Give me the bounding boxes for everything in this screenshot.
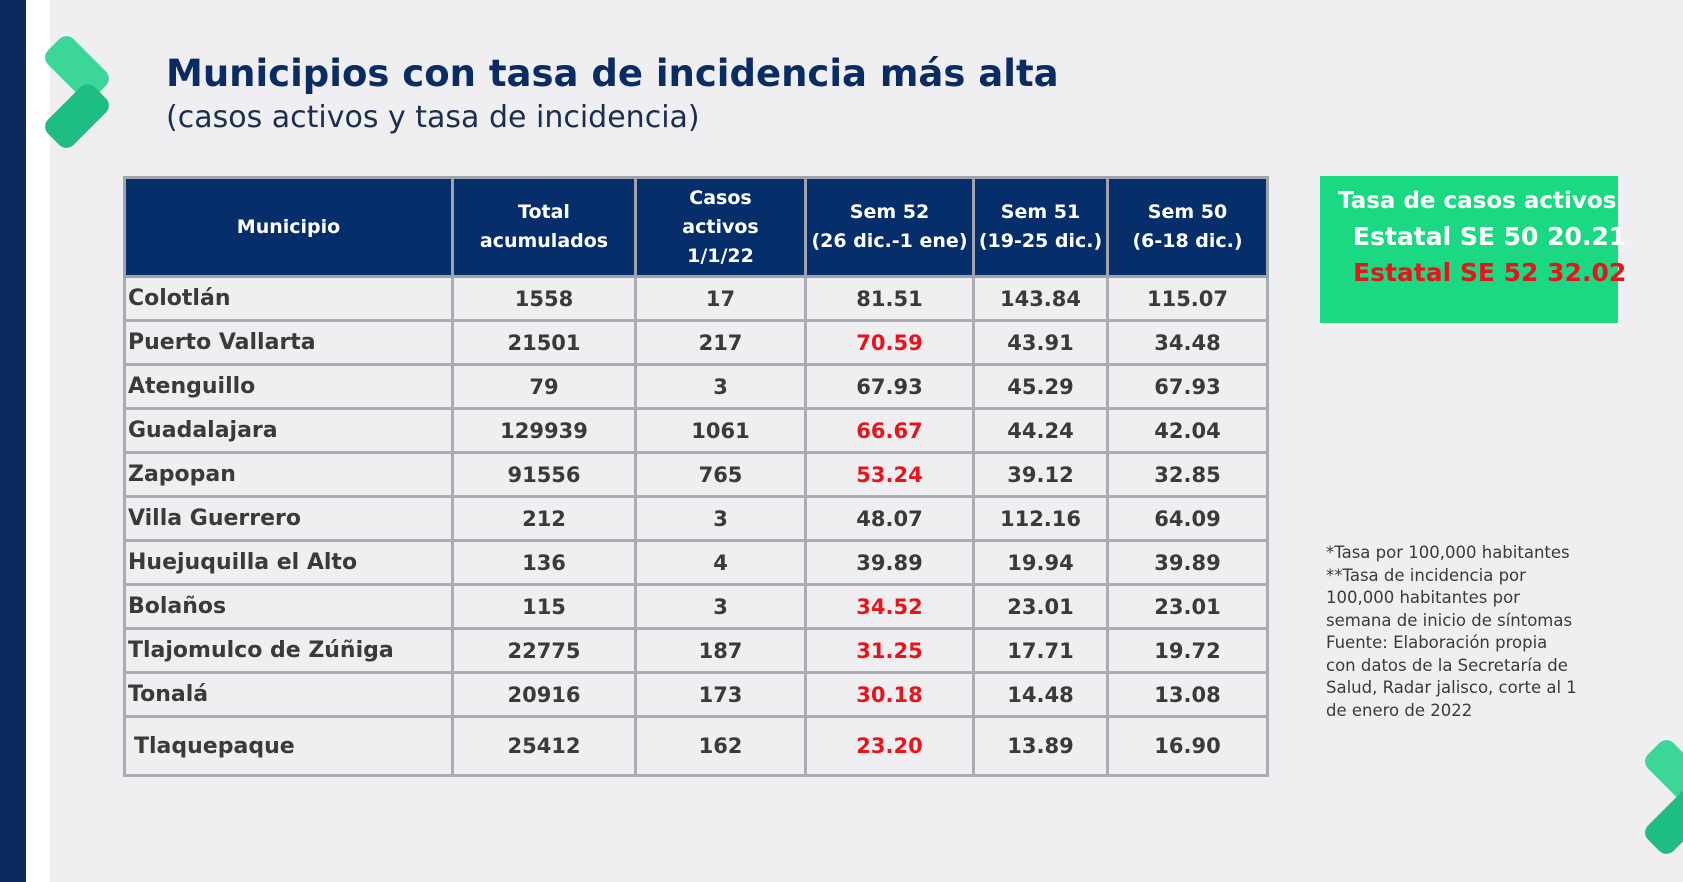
column-header-5	[1108, 178, 1268, 277]
value-cell: 20916	[453, 673, 636, 717]
footnote-line: de enero de 2022	[1326, 700, 1473, 720]
column-header-line: Sem 50	[1147, 201, 1228, 223]
value-cell: 67.93	[1108, 365, 1268, 409]
municipio-cell: Huejuquilla el Alto	[125, 541, 453, 585]
value-cell: 16.90	[1108, 717, 1268, 776]
value-cell: 39.89	[806, 541, 974, 585]
value-cell: 143.84	[974, 277, 1108, 321]
footnote-line: con datos de la Secretaría de	[1326, 655, 1568, 675]
column-header-line: (6-18 dic.)	[1132, 230, 1243, 252]
value-cell: 115.07	[1108, 277, 1268, 321]
footnote-line: *Tasa por 100,000 habitantes	[1326, 543, 1570, 562]
value-cell: 3	[636, 365, 806, 409]
value-cell: 32.85	[1108, 453, 1268, 497]
incidence-table	[123, 176, 1269, 777]
value-cell: 217	[636, 321, 806, 365]
table-row	[125, 365, 1268, 409]
value-cell: 79	[453, 365, 636, 409]
column-header-line: acumulados	[479, 230, 609, 252]
rate-box-se52: Estatal SE 52 32.02	[1353, 258, 1627, 287]
municipio-cell: Tlaquepaque	[125, 717, 453, 776]
chevron-decoration-bottom-right	[1640, 740, 1683, 870]
column-header-line: Municipio	[236, 215, 341, 238]
value-cell: 53.24	[806, 453, 974, 497]
value-cell: 67.93	[806, 365, 974, 409]
value-cell: 3	[636, 585, 806, 629]
value-cell: 115	[453, 585, 636, 629]
footnote-line: **Tasa de incidencia por	[1326, 565, 1526, 585]
footnote-line: Fuente: Elaboración propia	[1326, 633, 1548, 652]
value-cell: 21501	[453, 321, 636, 365]
slide-subtitle: (casos activos y tasa de incidencia)	[166, 100, 700, 135]
footnotes	[1326, 542, 1626, 722]
value-cell: 162	[636, 717, 806, 776]
municipio-cell: Bolaños	[125, 585, 453, 629]
value-cell: 91556	[453, 453, 636, 497]
value-cell: 173	[636, 673, 806, 717]
value-cell: 17.71	[974, 629, 1108, 673]
column-header-line: Sem 51	[1000, 201, 1081, 223]
column-header-0	[125, 178, 453, 277]
rate-box-se50: Estatal SE 50 20.21	[1353, 222, 1627, 251]
column-header-line: (26 dic.-1 ene)	[811, 230, 968, 252]
value-cell: 17	[636, 277, 806, 321]
value-cell: 23.01	[1108, 585, 1268, 629]
value-cell: 34.52	[806, 585, 974, 629]
column-header-line: Sem 52	[849, 201, 930, 223]
value-cell: 45.29	[974, 365, 1108, 409]
column-header-line: Casos	[689, 186, 752, 209]
column-header-1	[453, 178, 636, 277]
value-cell: 1061	[636, 409, 806, 453]
value-cell: 136	[453, 541, 636, 585]
value-cell: 66.67	[806, 409, 974, 453]
value-cell: 212	[453, 497, 636, 541]
value-cell: 25412	[453, 717, 636, 776]
value-cell: 48.07	[806, 497, 974, 541]
value-cell: 39.89	[1108, 541, 1268, 585]
municipio-cell: Tlajomulco de Zúñiga	[125, 629, 453, 673]
value-cell: 42.04	[1108, 409, 1268, 453]
column-header-line: 1/1/22	[687, 244, 754, 267]
table-row	[125, 497, 1268, 541]
municipio-cell: Puerto Vallarta	[125, 321, 453, 365]
value-cell: 13.89	[974, 717, 1108, 776]
column-header-line: Total	[518, 201, 570, 223]
table-row	[125, 321, 1268, 365]
value-cell: 112.16	[974, 497, 1108, 541]
footnote-line: 100,000 habitantes por	[1326, 588, 1520, 607]
left-navy-band	[0, 0, 26, 882]
table-row	[125, 409, 1268, 453]
municipio-cell: Atenguillo	[125, 365, 453, 409]
table-row	[125, 277, 1268, 321]
value-cell: 1558	[453, 277, 636, 321]
value-cell: 14.48	[974, 673, 1108, 717]
value-cell: 22775	[453, 629, 636, 673]
table-row	[125, 629, 1268, 673]
value-cell: 3	[636, 497, 806, 541]
table-row	[125, 717, 1268, 776]
value-cell: 765	[636, 453, 806, 497]
table-row	[125, 453, 1268, 497]
value-cell: 31.25	[806, 629, 974, 673]
municipio-cell: Zapopan	[125, 453, 453, 497]
value-cell: 23.20	[806, 717, 974, 776]
value-cell: 19.72	[1108, 629, 1268, 673]
value-cell: 30.18	[806, 673, 974, 717]
value-cell: 187	[636, 629, 806, 673]
value-cell: 13.08	[1108, 673, 1268, 717]
column-header-line: activos	[682, 215, 759, 238]
slide-title: Municipios con tasa de incidencia más alta	[166, 52, 1059, 95]
municipio-cell: Tonalá	[125, 673, 453, 717]
rate-box-heading: Tasa de casos activos	[1338, 188, 1617, 214]
value-cell: 129939	[453, 409, 636, 453]
municipio-cell: Guadalajara	[125, 409, 453, 453]
municipio-cell: Colotlán	[125, 277, 453, 321]
value-cell: 81.51	[806, 277, 974, 321]
column-header-line: (19-25 dic.)	[978, 230, 1103, 252]
column-header-3	[806, 178, 974, 277]
value-cell: 39.12	[974, 453, 1108, 497]
table-row	[125, 585, 1268, 629]
footnote-line: Salud, Radar jalisco, corte al 1	[1326, 678, 1577, 697]
value-cell: 34.48	[1108, 321, 1268, 365]
municipio-cell: Villa Guerrero	[125, 497, 453, 541]
state-rate-box	[1320, 176, 1627, 323]
value-cell: 4	[636, 541, 806, 585]
value-cell: 70.59	[806, 321, 974, 365]
value-cell: 43.91	[974, 321, 1108, 365]
value-cell: 23.01	[974, 585, 1108, 629]
chevron-logo-top-left	[36, 36, 116, 146]
value-cell: 44.24	[974, 409, 1108, 453]
table-row	[125, 673, 1268, 717]
value-cell: 19.94	[974, 541, 1108, 585]
footnote-line: semana de inicio de síntomas	[1326, 610, 1573, 630]
column-header-4	[974, 178, 1108, 277]
table-header-row	[125, 178, 1268, 277]
table-row	[125, 541, 1268, 585]
column-header-2	[636, 178, 806, 277]
value-cell: 64.09	[1108, 497, 1268, 541]
